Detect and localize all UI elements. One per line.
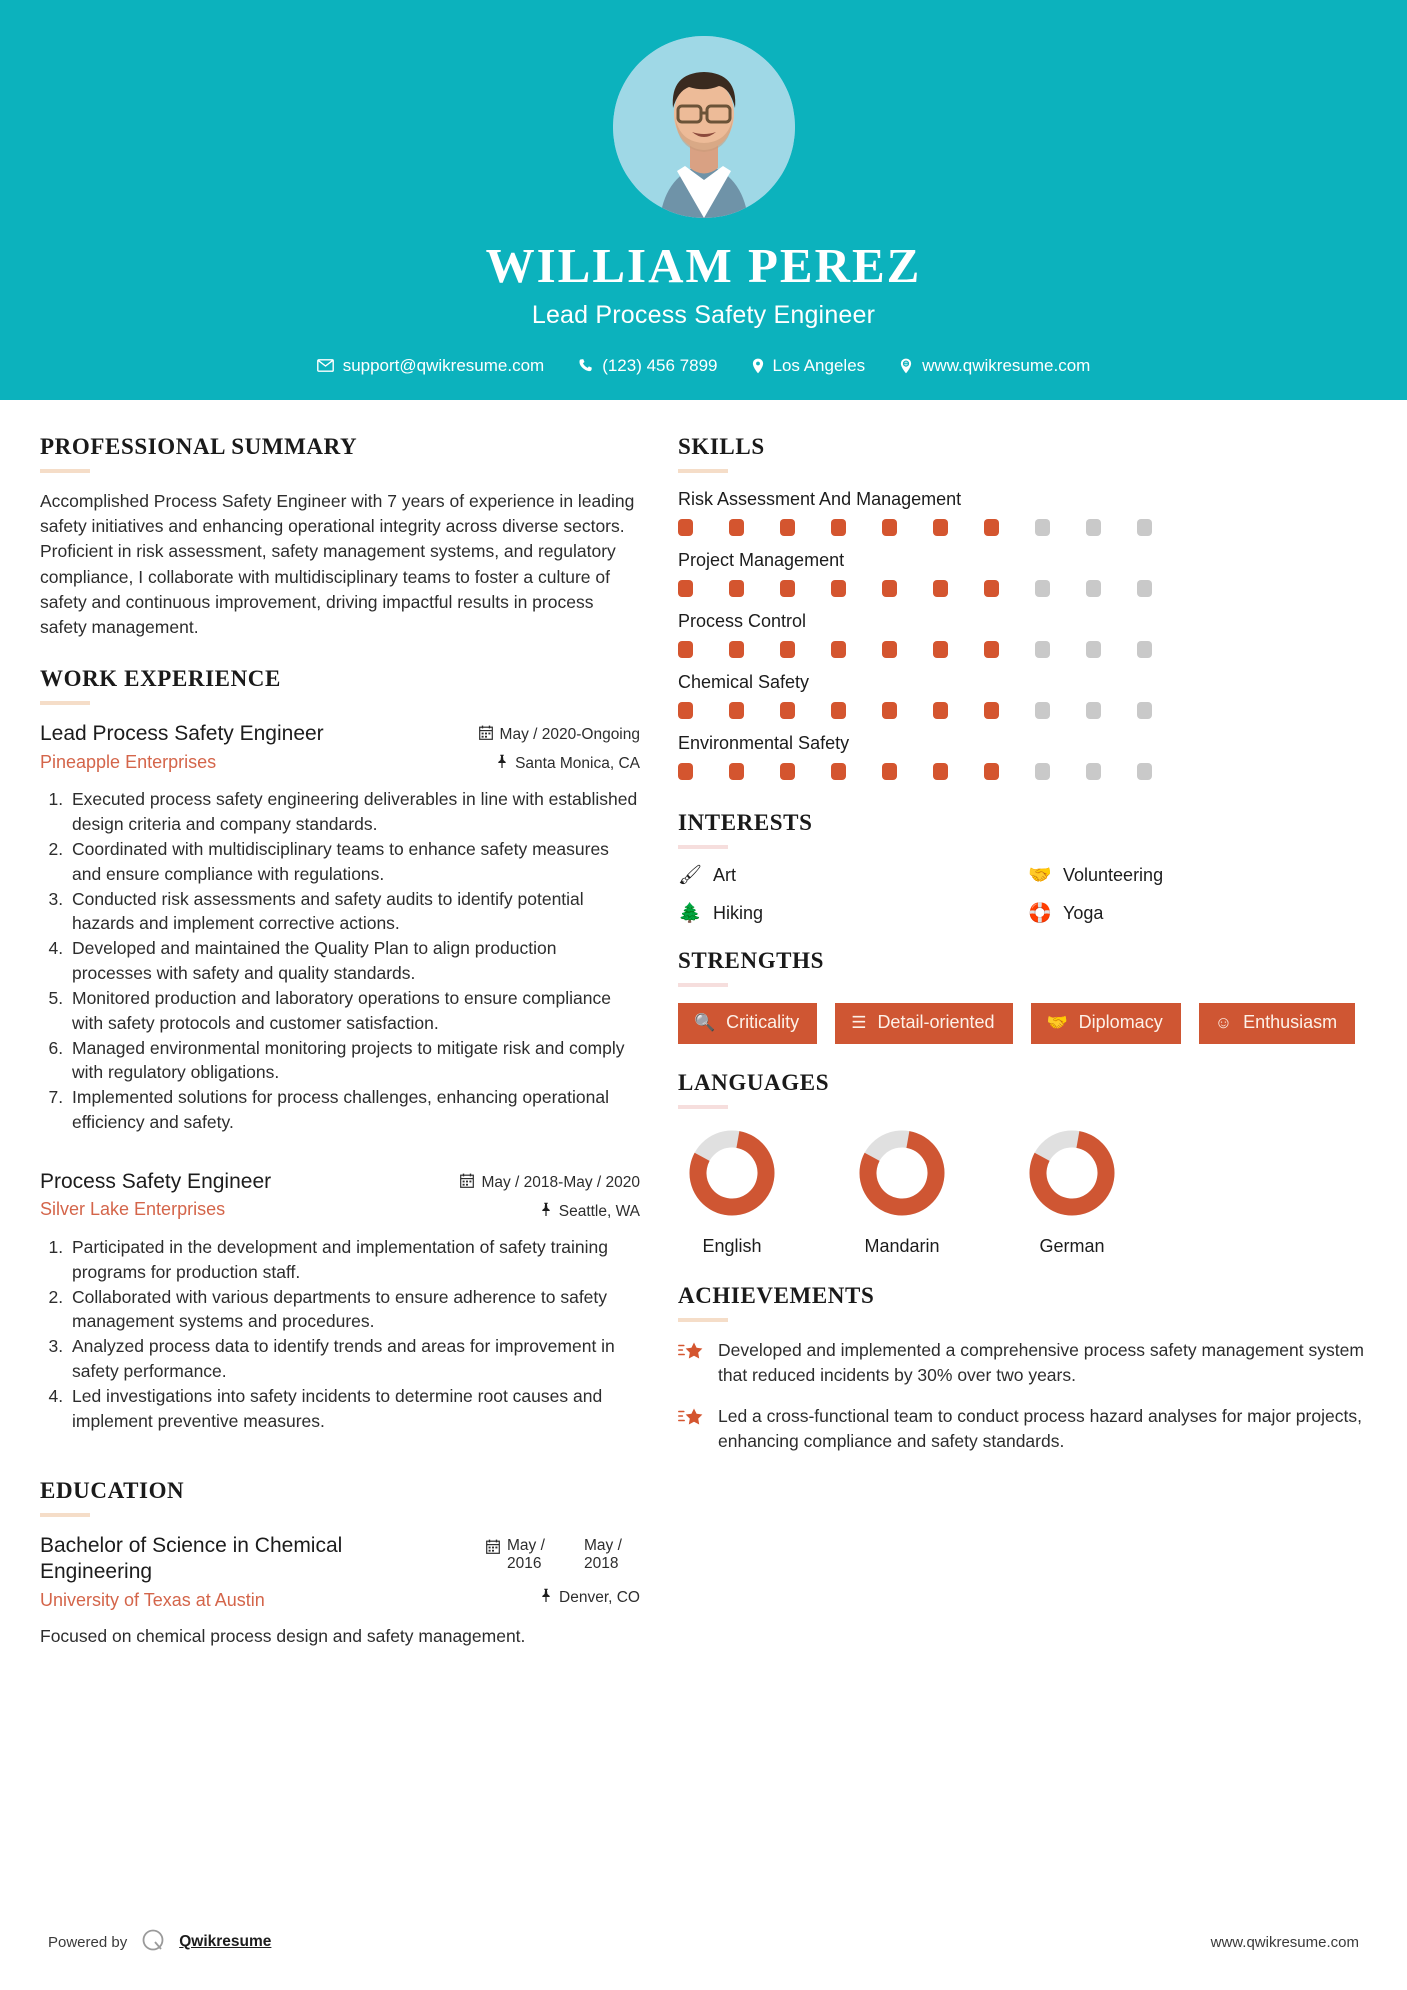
interest-label: Yoga [1063, 903, 1104, 923]
work-location-text: Santa Monica, CA [515, 755, 640, 773]
section-strengths [678, 948, 1368, 1044]
work-entry-head [40, 721, 640, 774]
skill-dot-filled [984, 580, 999, 597]
strength-badge[interactable] [835, 1003, 1012, 1044]
section-rule [678, 469, 728, 473]
work-dates [465, 725, 640, 745]
skill-dot-filled [678, 641, 693, 658]
job-title: Lead Process Safety Engineer [531, 300, 876, 329]
interest-label: Art [713, 865, 737, 885]
language-donut-chart [854, 1125, 950, 1221]
skill-name: Chemical Safety [678, 672, 810, 692]
page-title: WILLIAM PEREZ [485, 238, 922, 293]
section-title-interests: INTERESTS [678, 810, 813, 835]
skill-rating [678, 702, 1368, 719]
skill-dot-empty [1035, 580, 1050, 597]
skill-rating [678, 519, 1368, 536]
skill-dot-empty [1086, 519, 1101, 536]
spacer [40, 1139, 640, 1169]
skill-dot-empty [1137, 641, 1152, 658]
education-date-start: May / 2016 [507, 1536, 545, 1573]
skill-dot-empty [1035, 763, 1050, 780]
section-title-strengths: STRENGTHS [678, 948, 825, 973]
work-bullet: 1. Executed process safety engineering deliverables in line with established design criteria and company standards. [68, 787, 640, 837]
pushpin-icon [540, 1588, 552, 1608]
work-dates-text: May / 2020-Ongoing [499, 726, 640, 744]
language-item [854, 1125, 950, 1257]
work-role: Lead Process Safety Engineer [40, 722, 324, 746]
interest-label: Hiking [713, 903, 764, 923]
skill-dot-filled [678, 519, 693, 536]
work-bullet: 1. Participated in the development and implementation of safety training programs for production staff. [68, 1235, 640, 1285]
section-title-skills: SKILLS [678, 434, 765, 459]
skill-dot-filled [831, 641, 846, 658]
contact-phone[interactable] [561, 356, 734, 376]
work-entry-left [40, 1169, 271, 1222]
spacer [40, 640, 640, 666]
right-column [678, 434, 1368, 1653]
education-entry-meta [465, 1533, 640, 1608]
education-school: University of Texas at Austin [40, 1589, 265, 1610]
skill-dot-filled [882, 702, 897, 719]
language-label: German [1039, 1235, 1105, 1256]
strength-badge[interactable] [678, 1003, 817, 1044]
language-item [684, 1125, 780, 1257]
skill-dot-filled [780, 580, 795, 597]
skill-dot-filled [933, 519, 948, 536]
section-achievements [678, 1283, 1368, 1454]
skill-rating [678, 763, 1368, 780]
strength-badge[interactable] [1199, 1003, 1355, 1044]
strength-badge[interactable] [1031, 1003, 1181, 1044]
skill-dot-filled [678, 763, 693, 780]
skills-list [678, 489, 1368, 780]
skill-dot-filled [678, 702, 693, 719]
skill-item [678, 611, 1368, 658]
skill-rating [678, 580, 1368, 597]
education-entry-head [40, 1533, 640, 1612]
contact-location-text: Los Angeles [772, 355, 866, 375]
powered-by-label: Powered by [48, 1933, 128, 1951]
strength-label: Enthusiasm [1243, 1012, 1338, 1032]
work-bullet: 4. Led investigations into safety incidents to determine root causes and implement preventive measures. [68, 1384, 640, 1434]
spacer [678, 1044, 1368, 1070]
interest-item [1028, 903, 1368, 924]
skill-dot-filled [933, 641, 948, 658]
skill-dot-filled [984, 702, 999, 719]
education-entry-left [40, 1533, 440, 1612]
achievement-text: Led a cross-functional team to conduct process hazard analyses for major projects, enhancing compliance and safety standards. [718, 1406, 1362, 1452]
pushpin-icon [540, 1202, 552, 1222]
section-rule [678, 983, 728, 987]
contact-email-text: support@qwikresume.com [342, 355, 545, 375]
work-bullet: 2. Collaborated with various departments to ensure adherence to safety management systems and procedures. [68, 1285, 640, 1335]
achievement-item [678, 1404, 1368, 1454]
calendar-icon [486, 1537, 500, 1559]
work-location [460, 1202, 640, 1222]
evergreen-tree-icon: 🌲 [678, 903, 702, 924]
shooting-star-icon [678, 1338, 704, 1368]
spacer [678, 794, 1368, 810]
section-title-education: EDUCATION [40, 1477, 185, 1503]
work-bullet: 4. Developed and maintained the Quality Plan to align production processes with safety and quality standards. [68, 936, 640, 986]
work-entry-meta [460, 1169, 640, 1222]
skill-dot-empty [1137, 702, 1152, 719]
education-degree: Bachelor of Science in Chemical Engineering [40, 1533, 343, 1584]
skill-dot-filled [984, 763, 999, 780]
section-education [40, 1478, 640, 1649]
achievement-text: Developed and implemented a comprehensive process safety management system that reduced incidents by 30% over two years. [718, 1339, 1364, 1385]
section-title-languages: LANGUAGES [678, 1069, 830, 1095]
contact-location[interactable] [735, 356, 883, 376]
contact-row [0, 356, 1407, 376]
smiley-icon: ☺ [1214, 1012, 1233, 1032]
powered-by [48, 1927, 271, 1957]
language-donut-chart [684, 1125, 780, 1221]
skill-dot-empty [1137, 580, 1152, 597]
section-languages [678, 1070, 1368, 1257]
summary-text: Accomplished Process Safety Engineer with 7 years of experience in leading safety initiatives and enhancing operational integrity across diverse sectors. Proficient in risk assessment, safety management systems, and regulatory compliance, I collaborate with multidisciplinary teams to foster a culture of safety and continuous improvement, driving impactful results in process safety management. [40, 491, 635, 637]
avatar [613, 36, 795, 218]
education-location-text: Denver, CO [559, 1588, 640, 1606]
work-bullet: 5. Monitored production and laboratory operations to ensure compliance with safety protocols and customer satisfaction. [68, 986, 640, 1036]
interest-item [678, 865, 1018, 886]
language-item [1024, 1125, 1120, 1257]
spacer [678, 1257, 1368, 1283]
skill-item [678, 489, 1368, 536]
work-entry-head [40, 1169, 640, 1222]
qwikresume-logo-icon [140, 1927, 166, 1957]
footer-url: www.qwikresume.com [1210, 1933, 1359, 1951]
skill-name: Project Management [678, 550, 845, 570]
work-location [465, 754, 640, 774]
strength-label: Detail-oriented [877, 1012, 995, 1032]
calendar-icon [479, 725, 493, 745]
phone-icon [578, 358, 593, 373]
strength-label: Criticality [726, 1012, 800, 1032]
work-bullet: 3. Analyzed process data to identify trends and areas for improvement in safety performance. [68, 1334, 640, 1384]
skill-name: Process Control [678, 611, 807, 631]
skill-dot-filled [729, 641, 744, 658]
interest-item [1028, 865, 1368, 886]
section-professional-summary [40, 434, 640, 640]
education-dates [465, 1537, 640, 1574]
handshake-icon: 🤝 [1028, 865, 1052, 886]
skill-dot-filled [933, 702, 948, 719]
resume-header [0, 0, 1407, 400]
skill-item [678, 672, 1368, 719]
section-rule [678, 1105, 728, 1109]
skill-dot-empty [1137, 763, 1152, 780]
handshake-icon: 🤝 [1046, 1012, 1068, 1032]
spacer [678, 924, 1368, 948]
skill-dot-filled [780, 641, 795, 658]
work-bullet: 7. Implemented solutions for process challenges, enhancing operational efficiency and safety. [68, 1085, 640, 1135]
skill-dot-empty [1035, 519, 1050, 536]
skill-dot-filled [831, 763, 846, 780]
strength-label: Diplomacy [1078, 1012, 1163, 1032]
languages-list [678, 1125, 1368, 1257]
skill-dot-filled [780, 763, 795, 780]
work-entry [40, 721, 640, 1135]
resume-body [0, 400, 1407, 1653]
work-entry-left [40, 721, 324, 774]
calendar-icon [460, 1173, 474, 1193]
section-rule [40, 469, 90, 473]
skill-name: Risk Assessment And Management [678, 489, 962, 509]
skill-dot-empty [1035, 702, 1050, 719]
skill-dot-empty [1086, 580, 1101, 597]
skill-dot-filled [831, 580, 846, 597]
work-dates-text: May / 2018-May / 2020 [481, 1173, 640, 1191]
skill-dot-filled [729, 702, 744, 719]
skill-dot-empty [1086, 641, 1101, 658]
work-bullets [40, 787, 640, 1135]
work-entry-meta [465, 721, 640, 774]
work-bullet: 3. Conducted risk assessments and safety audits to identify potential hazards and implement corrective actions. [68, 887, 640, 937]
achievement-item [678, 1338, 1368, 1388]
section-work-experience [40, 666, 640, 1434]
skill-dot-filled [933, 580, 948, 597]
footer [0, 1894, 1407, 1990]
work-bullets [40, 1235, 640, 1434]
avatar-photo-icon [613, 36, 795, 218]
section-rule [678, 845, 728, 849]
work-role: Process Safety Engineer [40, 1169, 272, 1193]
language-label: English [702, 1235, 762, 1256]
shooting-star-icon [678, 1404, 704, 1434]
contact-website[interactable] [882, 356, 1107, 376]
skill-dot-filled [780, 519, 795, 536]
skill-rating [678, 641, 1368, 658]
skill-item [678, 733, 1368, 780]
language-donut-chart [1024, 1125, 1120, 1221]
skill-dot-filled [729, 519, 744, 536]
interest-label: Volunteering [1063, 865, 1164, 885]
section-title-summary: PROFESSIONAL SUMMARY [40, 434, 358, 459]
skill-dot-filled [831, 519, 846, 536]
strengths-list [678, 1003, 1368, 1044]
work-bullet: 6. Managed environmental monitoring projects to mitigate risk and comply with regulatory obligations. [68, 1036, 640, 1086]
section-interests [678, 810, 1368, 924]
left-column [40, 434, 640, 1653]
section-title-work: WORK EXPERIENCE [40, 666, 281, 692]
skill-dot-filled [729, 580, 744, 597]
skill-dot-filled [882, 519, 897, 536]
skill-dot-filled [780, 702, 795, 719]
section-title-achievements: ACHIEVEMENTS [678, 1282, 875, 1308]
language-label: Mandarin [864, 1235, 940, 1256]
skill-dot-empty [1086, 763, 1101, 780]
contact-email[interactable] [300, 356, 562, 376]
skill-dot-filled [933, 763, 948, 780]
magnifier-icon: 🔍 [694, 1012, 716, 1032]
skill-dot-filled [984, 641, 999, 658]
section-rule [40, 701, 90, 705]
pushpin-icon [496, 754, 508, 774]
interest-item [678, 903, 1018, 924]
work-organization: Silver Lake Enterprises [40, 1199, 226, 1220]
list-icon: ☰ [851, 1012, 867, 1032]
skill-dot-filled [882, 641, 897, 658]
skill-dot-filled [729, 763, 744, 780]
skill-dot-filled [882, 763, 897, 780]
education-note: Focused on chemical process design and safety management. [40, 1625, 526, 1646]
work-entry [40, 1169, 640, 1434]
life-ring-icon: 🛟 [1028, 903, 1052, 924]
qwikresume-link[interactable]: Qwikresume [179, 1933, 272, 1950]
section-rule [678, 1318, 728, 1322]
contact-website-text: www.qwikresume.com [922, 355, 1091, 375]
skill-dot-filled [882, 580, 897, 597]
envelope-icon [317, 359, 334, 372]
skill-dot-filled [831, 702, 846, 719]
skill-dot-filled [984, 519, 999, 536]
skill-dot-filled [678, 580, 693, 597]
skill-dot-empty [1137, 519, 1152, 536]
contact-phone-text: (123) 456 7899 [602, 355, 718, 375]
work-bullet: 2. Coordinated with multidisciplinary teams to enhance safety measures and ensure compliance with regulations. [68, 837, 640, 887]
skill-name: Environmental Safety [678, 733, 850, 753]
location-pin-icon [752, 358, 764, 374]
skill-item [678, 550, 1368, 597]
section-skills [678, 434, 1368, 780]
skill-dot-empty [1086, 702, 1101, 719]
skill-dot-empty [1035, 641, 1050, 658]
education-date-end: May / 2018 [584, 1536, 622, 1573]
spacer [40, 1438, 640, 1478]
section-rule [40, 1513, 90, 1517]
work-location-text: Seattle, WA [558, 1202, 640, 1220]
interests-list [678, 865, 1368, 924]
education-entry [40, 1533, 640, 1649]
work-organization: Pineapple Enterprises [40, 751, 217, 772]
paintbrush-icon: 🖌 [678, 865, 703, 886]
education-location [465, 1588, 640, 1608]
achievements-list [678, 1338, 1368, 1454]
globe-icon [899, 358, 913, 374]
work-dates [460, 1173, 640, 1193]
